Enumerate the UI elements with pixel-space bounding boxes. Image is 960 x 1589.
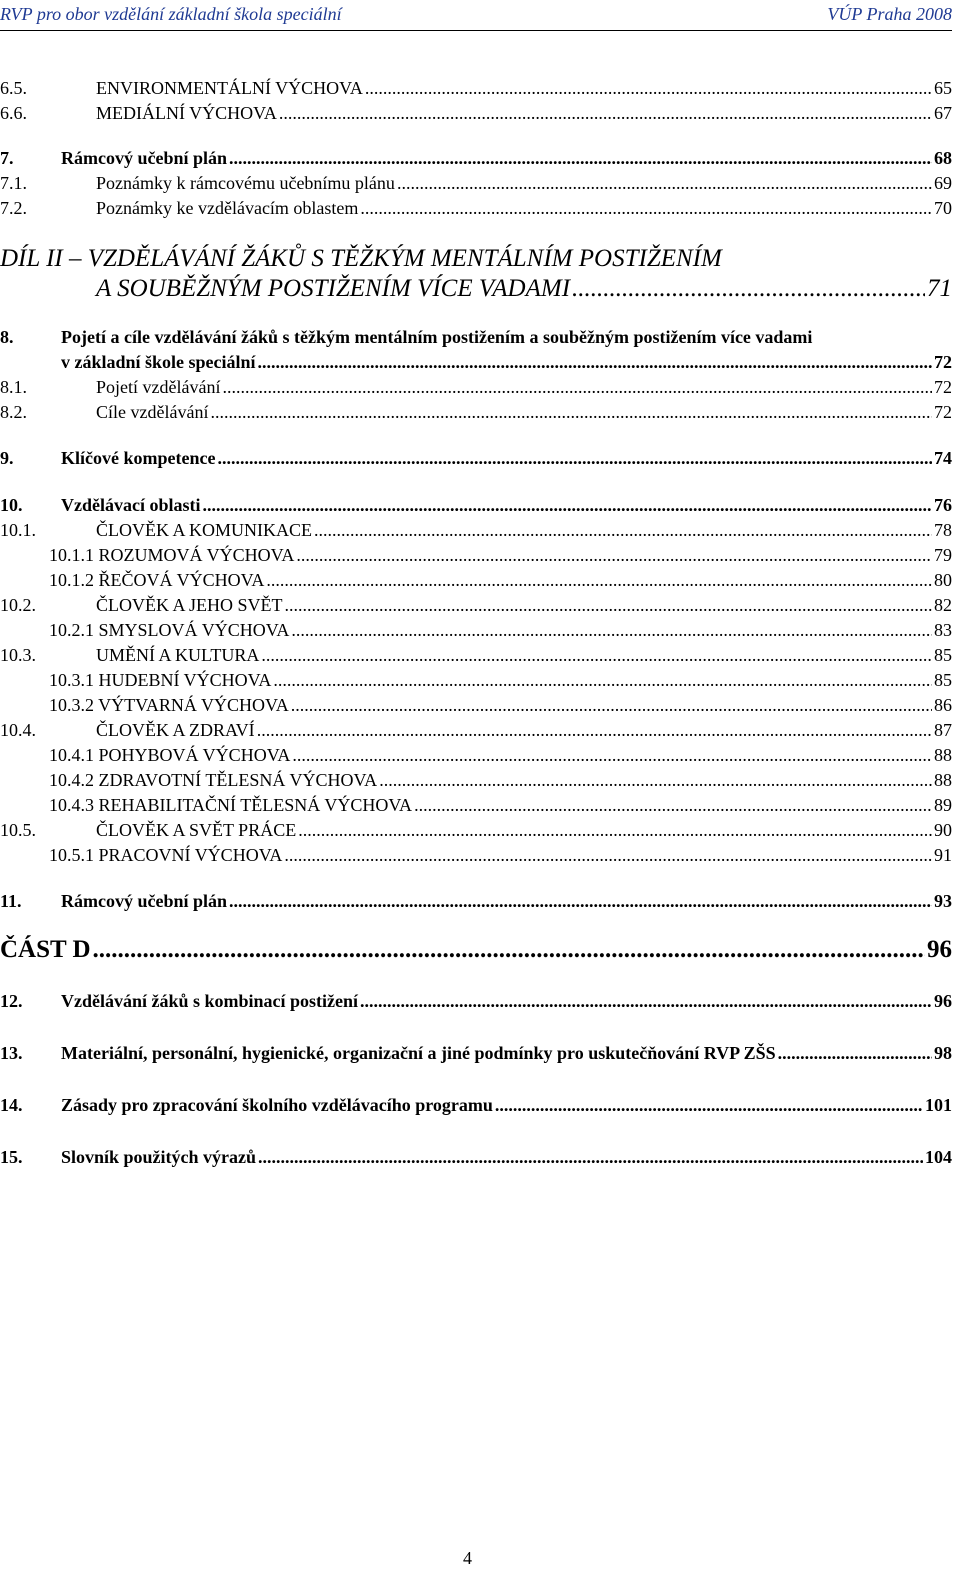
toc-page: 78 xyxy=(934,520,952,540)
toc-page: 72 xyxy=(934,352,952,372)
toc-page: 71 xyxy=(927,275,952,302)
toc-page: 65 xyxy=(934,78,952,98)
toc-line xyxy=(49,569,952,591)
toc-entry[interactable] xyxy=(0,447,952,473)
toc-number: 12. xyxy=(0,991,23,1011)
toc-page: 83 xyxy=(934,620,952,640)
toc-line xyxy=(49,769,952,791)
toc-line xyxy=(49,844,952,866)
toc-title: Poznámky ke vzdělávacím oblastem xyxy=(96,198,359,218)
dot-leader xyxy=(210,401,932,423)
toc-number: 6.6. xyxy=(0,103,27,123)
page-number: 4 xyxy=(463,1548,472,1568)
toc-line xyxy=(96,719,952,741)
toc-page: 85 xyxy=(934,670,952,690)
dot-leader xyxy=(495,1094,923,1116)
toc-title: Poznámky k rámcovému učebnímu plánu xyxy=(96,173,395,193)
dot-leader xyxy=(273,669,932,691)
toc-line xyxy=(96,102,952,124)
toc-entry[interactable] xyxy=(0,619,952,645)
toc-title-line-1: Pojetí a cíle vzdělávání žáků s těžkým mentálním postižením a souběžným postižením více vadami xyxy=(61,327,813,347)
toc-entry[interactable] xyxy=(0,890,952,916)
dot-leader xyxy=(379,769,932,791)
toc-page: 88 xyxy=(934,745,952,765)
toc-title: 10.3.2 VÝTVARNÁ VÝCHOVA xyxy=(49,695,289,715)
dot-leader xyxy=(258,351,932,373)
dot-leader xyxy=(229,890,932,912)
toc-title: v základní škole speciální xyxy=(61,352,256,372)
dot-leader xyxy=(222,376,932,398)
toc-entry[interactable] xyxy=(0,326,952,352)
toc-entry[interactable] xyxy=(0,77,952,103)
toc-title: ČLOVĚK A ZDRAVÍ xyxy=(96,720,255,740)
dot-leader xyxy=(397,172,932,194)
toc-line xyxy=(0,935,952,965)
toc-entry[interactable] xyxy=(0,1146,952,1172)
toc-line xyxy=(61,147,952,169)
toc-page: 80 xyxy=(934,570,952,590)
toc-title: 10.4.2 ZDRAVOTNÍ TĚLESNÁ VÝCHOVA xyxy=(49,770,378,790)
toc-entry-continuation[interactable] xyxy=(0,351,952,377)
toc-number: 6.5. xyxy=(0,78,27,98)
toc-title: ČÁST D xyxy=(0,936,91,963)
toc-number: 7.1. xyxy=(0,173,27,193)
toc-page: 88 xyxy=(934,770,952,790)
dot-leader xyxy=(203,494,933,516)
toc-entry[interactable] xyxy=(0,744,952,770)
toc-page: 86 xyxy=(934,695,952,715)
toc-line xyxy=(96,519,952,541)
toc-entry[interactable] xyxy=(0,1094,952,1120)
toc-title: Slovník použitých výrazů xyxy=(61,1147,257,1167)
toc-title: MEDIÁLNÍ VÝCHOVA xyxy=(96,103,277,123)
toc-line xyxy=(61,1042,952,1064)
toc-number: 11. xyxy=(0,891,22,911)
toc-entry[interactable] xyxy=(0,569,952,595)
dot-leader xyxy=(296,544,932,566)
toc-title: Vzdělávací oblasti xyxy=(61,495,201,515)
toc-page: 85 xyxy=(934,645,952,665)
toc-title: Zásady pro zpracování školního vzdělávacího programu xyxy=(61,1095,493,1115)
toc-line xyxy=(49,744,952,766)
toc-page: 89 xyxy=(934,795,952,815)
toc-page: 79 xyxy=(934,545,952,565)
toc-entry[interactable] xyxy=(0,644,952,670)
toc-line xyxy=(49,669,952,691)
header-document-title: RVP pro obor vzdělání základní škola speciální xyxy=(0,4,342,24)
toc-entry[interactable] xyxy=(0,669,952,695)
toc-title: Klíčové kompetence xyxy=(61,448,216,468)
toc-number: 10.2. xyxy=(0,595,36,615)
toc-line xyxy=(96,376,952,398)
toc-title: Rámcový učební plán xyxy=(61,891,228,911)
dot-leader xyxy=(285,594,932,616)
dot-leader xyxy=(229,147,932,169)
toc-number: 8.1. xyxy=(0,377,27,397)
dot-leader xyxy=(414,794,932,816)
dot-leader xyxy=(360,990,932,1012)
toc-page: 68 xyxy=(934,148,952,168)
toc-title: ČLOVĚK A KOMUNIKACE xyxy=(96,520,312,540)
toc-title: Rámcový učební plán xyxy=(61,148,228,168)
toc-title: 10.4.3 REHABILITAČNÍ TĚLESNÁ VÝCHOVA xyxy=(49,795,413,815)
toc-title: Vzdělávání žáků s kombinací postižení xyxy=(61,991,359,1011)
toc-entry[interactable] xyxy=(0,594,952,620)
toc-title: Cíle vzdělávání xyxy=(96,402,209,422)
toc-number: 8. xyxy=(0,327,14,347)
toc-entry[interactable] xyxy=(0,401,952,427)
toc-number: 7. xyxy=(0,148,14,168)
toc-page: 104 xyxy=(925,1147,952,1167)
toc-line xyxy=(96,274,952,304)
toc-page: 82 xyxy=(934,595,952,615)
toc-entry[interactable] xyxy=(0,1042,952,1068)
toc-title: 10.2.1 SMYSLOVÁ VÝCHOVA xyxy=(49,620,290,640)
dot-leader xyxy=(291,694,932,716)
toc-number: 8.2. xyxy=(0,402,27,422)
toc-entry[interactable] xyxy=(0,197,952,223)
part-heading-line-1[interactable]: DÍL II – VZDĚLÁVÁNÍ ŽÁKŮ S TĚŽKÝM MENTÁLNÍM POSTIŽENÍM xyxy=(0,245,722,272)
toc-number: 15. xyxy=(0,1147,23,1167)
toc-page: 91 xyxy=(934,845,952,865)
toc-title: ENVIRONMENTÁLNÍ VÝCHOVA xyxy=(96,78,363,98)
toc-number: 10.4. xyxy=(0,720,36,740)
toc-line xyxy=(61,890,952,912)
toc-line xyxy=(61,494,952,516)
toc-line xyxy=(96,197,952,219)
toc-line xyxy=(61,1094,952,1116)
part-heading-line-2[interactable] xyxy=(0,274,952,308)
toc-number: 7.2. xyxy=(0,198,27,218)
toc-page: 90 xyxy=(934,820,952,840)
toc-page: 70 xyxy=(934,198,952,218)
toc-number: 10.3. xyxy=(0,645,36,665)
toc-page: 69 xyxy=(934,173,952,193)
toc-number: 14. xyxy=(0,1095,23,1115)
toc-page: 101 xyxy=(925,1095,952,1115)
toc-page: 87 xyxy=(934,720,952,740)
toc-line xyxy=(49,794,952,816)
toc-line xyxy=(49,544,952,566)
toc-title: 10.1.1 ROZUMOVÁ VÝCHOVA xyxy=(49,545,295,565)
toc-title: 10.5.1 PRACOVNÍ VÝCHOVA xyxy=(49,845,283,865)
toc-line xyxy=(61,351,952,373)
toc-title: A SOUBĚŽNÝM POSTIŽENÍM VÍCE VADAMI xyxy=(96,275,571,302)
toc-entry[interactable] xyxy=(0,769,952,795)
toc-entry[interactable] xyxy=(0,819,952,845)
dot-leader xyxy=(292,744,932,766)
toc-line xyxy=(49,619,952,641)
toc-entry[interactable] xyxy=(0,694,952,720)
toc-line xyxy=(61,990,952,1012)
toc-title: Pojetí vzdělávání xyxy=(96,377,221,397)
toc-number: 10. xyxy=(0,495,23,515)
toc-number: 9. xyxy=(0,448,14,468)
dot-leader xyxy=(291,619,932,641)
toc-entry[interactable] xyxy=(0,844,952,870)
toc-line xyxy=(49,694,952,716)
toc-page: 93 xyxy=(934,891,952,911)
part-heading-cast-d[interactable] xyxy=(0,935,952,969)
toc-title: ČLOVĚK A SVĚT PRÁCE xyxy=(96,820,297,840)
toc-entry[interactable] xyxy=(0,719,952,745)
toc-line xyxy=(96,594,952,616)
toc-page: 98 xyxy=(934,1043,952,1063)
header-divider xyxy=(0,30,952,31)
toc-page: 72 xyxy=(934,402,952,422)
toc-entry[interactable] xyxy=(0,519,952,545)
dot-leader xyxy=(217,447,932,469)
toc-title: ČLOVĚK A JEHO SVĚT xyxy=(96,595,283,615)
header-publisher: VÚP Praha 2008 xyxy=(827,4,952,24)
toc-number: 13. xyxy=(0,1043,23,1063)
toc-line xyxy=(61,1146,952,1168)
dot-leader xyxy=(298,819,932,841)
toc-title: 10.4.1 POHYBOVÁ VÝCHOVA xyxy=(49,745,291,765)
toc-entry[interactable] xyxy=(0,102,952,128)
toc-title: 10.3.1 HUDEBNÍ VÝCHOVA xyxy=(49,670,272,690)
toc-page: 67 xyxy=(934,103,952,123)
toc-entry[interactable] xyxy=(0,494,952,520)
toc-entry[interactable] xyxy=(0,147,952,173)
toc-title: Materiální, personální, hygienické, organizační a jiné podmínky pro uskutečňování RVP ZŠS xyxy=(61,1043,776,1063)
dot-leader xyxy=(365,77,932,99)
toc-line xyxy=(96,644,952,666)
toc-page: 76 xyxy=(934,495,952,515)
dot-leader xyxy=(261,644,932,666)
page-header xyxy=(0,0,960,36)
toc-line xyxy=(96,401,952,423)
toc-number: 10.1. xyxy=(0,520,36,540)
toc-page: 96 xyxy=(927,936,952,963)
dot-leader xyxy=(266,569,932,591)
toc-title: UMĚNÍ A KULTURA xyxy=(96,645,260,665)
dot-leader xyxy=(572,274,925,304)
toc-page: 74 xyxy=(934,448,952,468)
dot-leader xyxy=(778,1042,932,1064)
toc-line xyxy=(96,819,952,841)
toc-page: 72 xyxy=(934,377,952,397)
dot-leader xyxy=(314,519,932,541)
dot-leader xyxy=(93,935,925,965)
toc-entry[interactable] xyxy=(0,376,952,402)
toc-line xyxy=(61,447,952,469)
dot-leader xyxy=(258,1146,923,1168)
dot-leader xyxy=(284,844,932,866)
toc-entry[interactable] xyxy=(0,172,952,198)
toc-line xyxy=(96,172,952,194)
toc-entry[interactable] xyxy=(0,794,952,820)
toc-page: 96 xyxy=(934,991,952,1011)
toc-number: 10.5. xyxy=(0,820,36,840)
toc-line xyxy=(96,77,952,99)
toc-title: 10.1.2 ŘEČOVÁ VÝCHOVA xyxy=(49,570,265,590)
dot-leader xyxy=(360,197,932,219)
toc-entry[interactable] xyxy=(0,990,952,1016)
dot-leader xyxy=(279,102,932,124)
toc-entry[interactable] xyxy=(0,544,952,570)
dot-leader xyxy=(257,719,932,741)
